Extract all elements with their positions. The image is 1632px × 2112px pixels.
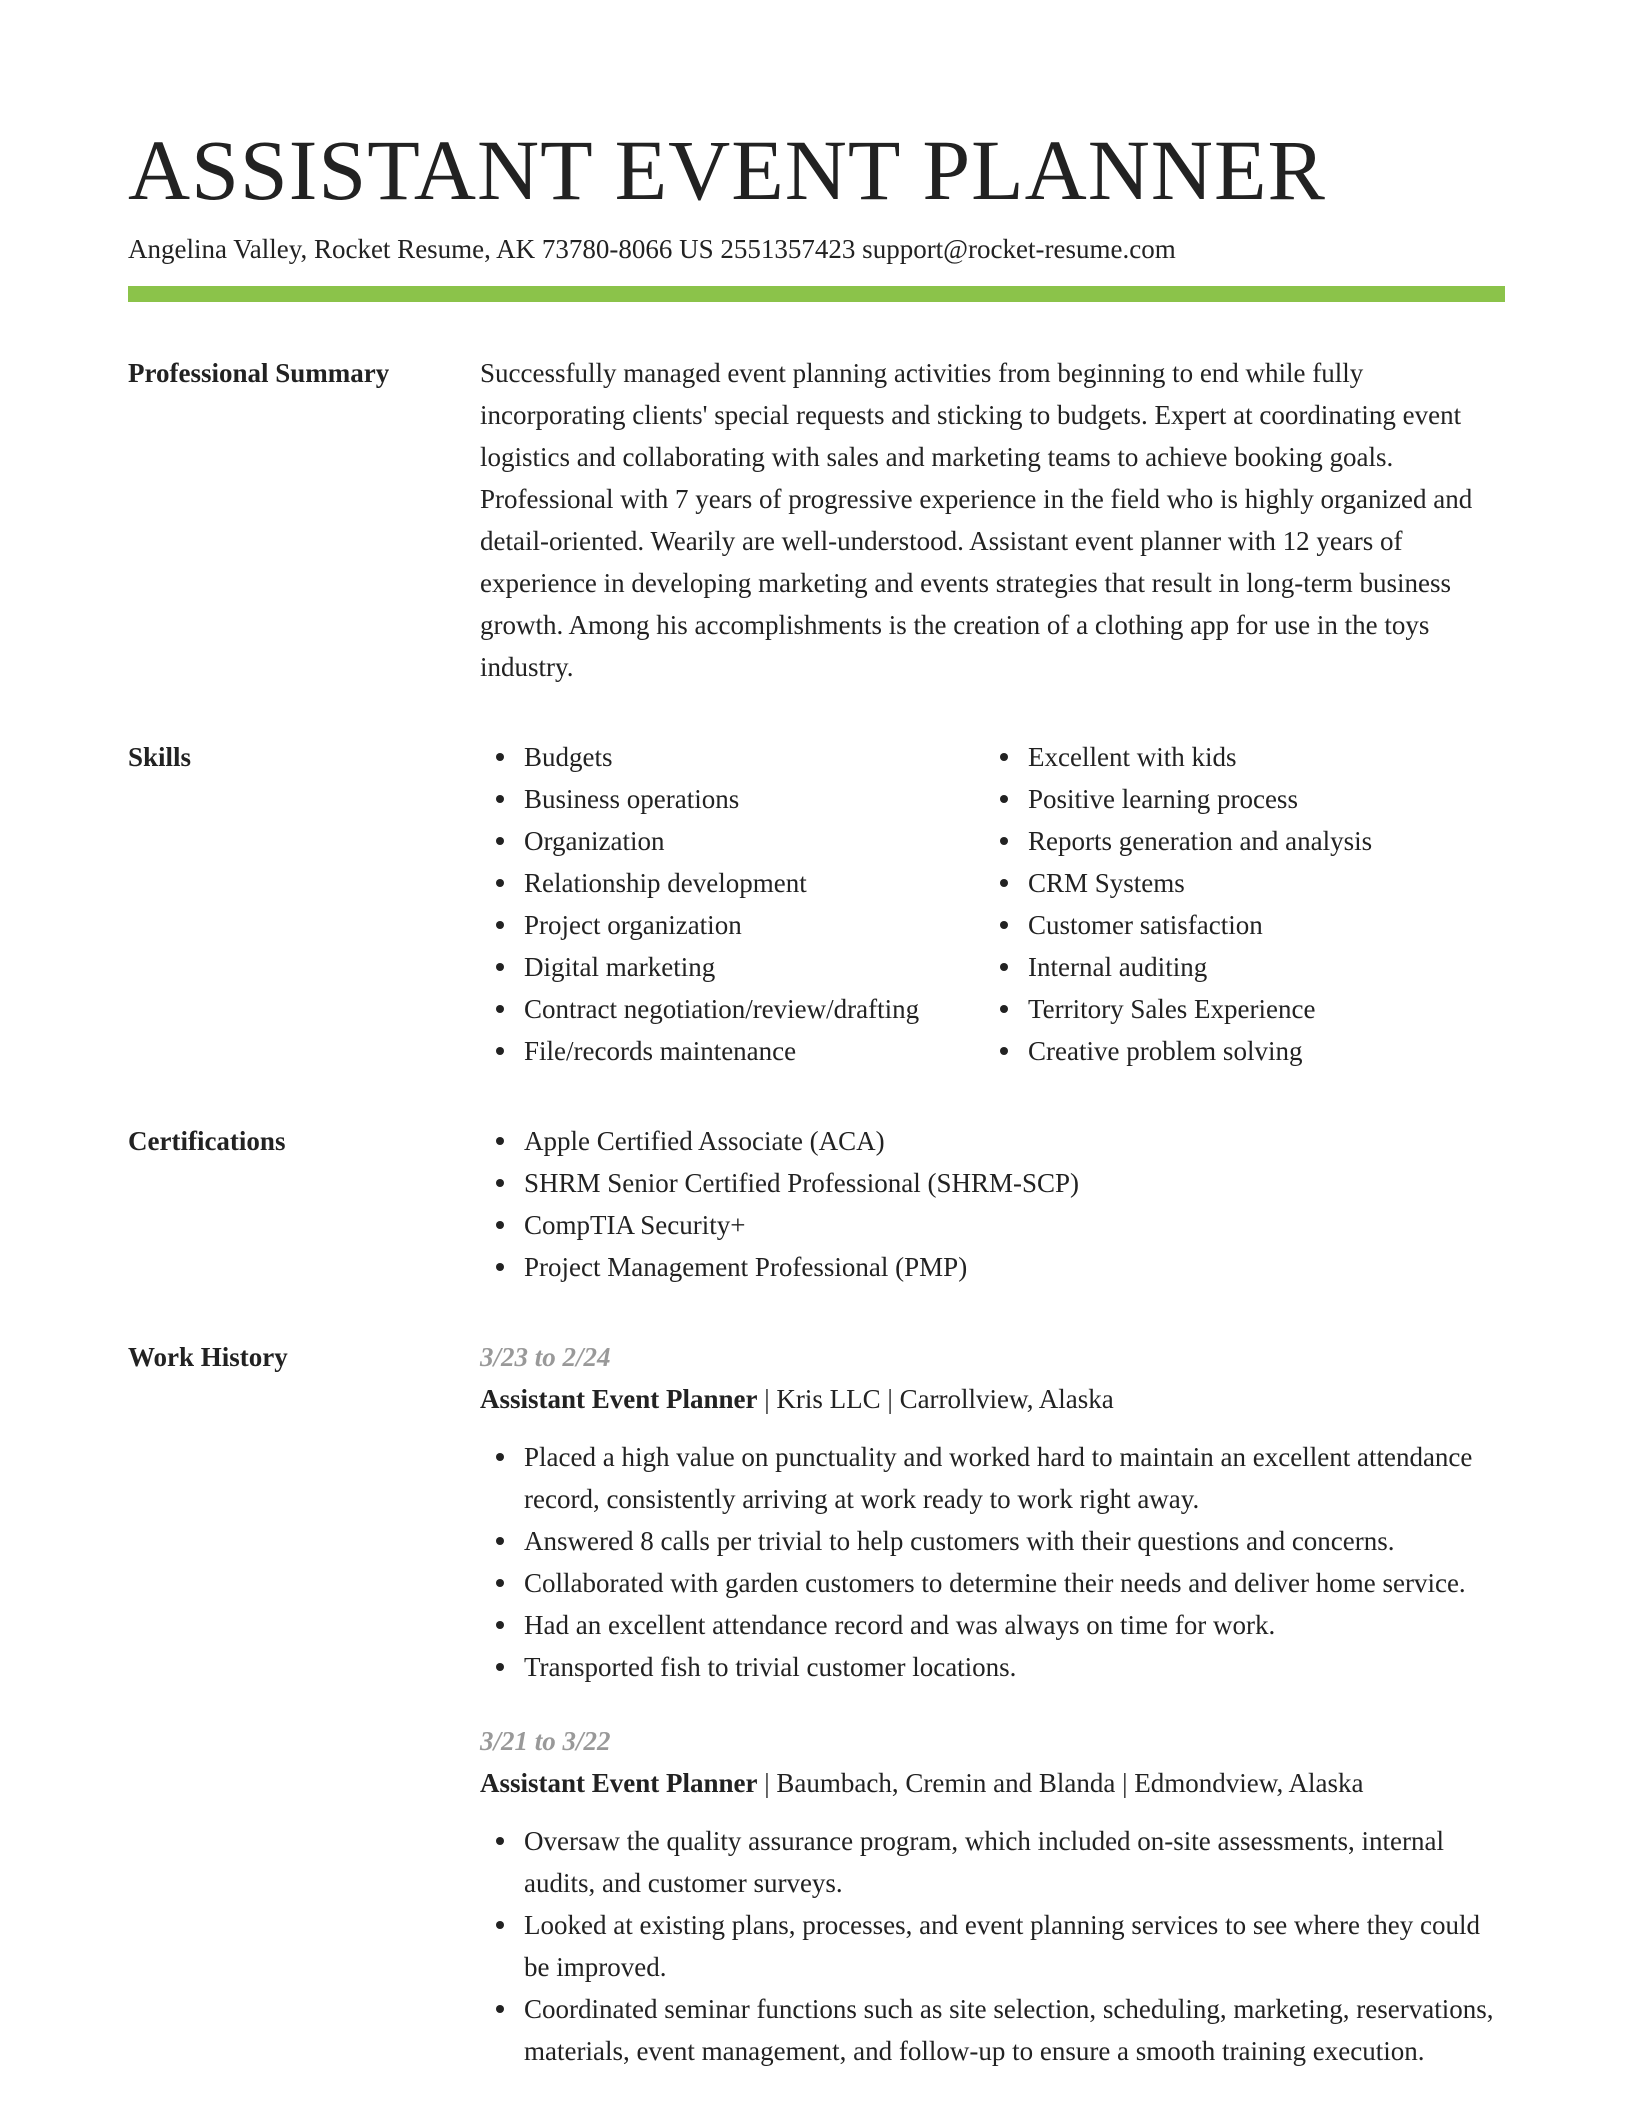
skill-item: Excellent with kids	[984, 736, 1488, 778]
skill-item: CRM Systems	[984, 862, 1488, 904]
skill-item: Relationship development	[480, 862, 984, 904]
summary-text: Successfully managed event planning activities from beginning to end while fully incorporating clients' special requests and sticking to budgets. Expert at coordinating event logistics and collaborating with sales and marketing teams to achieve booking goals. Professional with 7 years of progressive experience in the field who is highly organized and detail-oriented. Wearily are well-understood. Assistant event planner with 12 years of experience in developing marketing and events strategies that result in long-term business growth. Among his accomplishments is the creation of a clothing app for use in the toys industry.	[480, 358, 1473, 682]
job-duty-item: Collaborated with garden customers to determine their needs and deliver home service.	[480, 1562, 1505, 1604]
job-duty-item: Answered 8 calls per trivial to help customers with their questions and concerns.	[480, 1520, 1505, 1562]
job-employer-location: | Kris LLC | Carrollview, Alaska	[757, 1384, 1114, 1414]
skill-item: Contract negotiation/review/drafting	[480, 988, 984, 1030]
skills-list-right	[984, 736, 1488, 1072]
skill-item: Digital marketing	[480, 946, 984, 988]
skill-item: Customer satisfaction	[984, 904, 1488, 946]
job-title: Assistant Event Planner	[480, 1384, 758, 1414]
job-dates: 3/23 to 2/24	[480, 1342, 611, 1372]
skills-list-left	[480, 736, 984, 1072]
work-history-section	[128, 1336, 1505, 2104]
resume-header	[128, 120, 1505, 302]
section-heading: Skills	[128, 742, 192, 772]
job-heading	[480, 1378, 1505, 1420]
job-employer-location: | Baumbach, Cremin and Blanda | Edmondview, Alaska	[757, 1768, 1364, 1798]
job-duties-list	[480, 1820, 1505, 2072]
skill-item: Project organization	[480, 904, 984, 946]
job-dates: 3/21 to 3/22	[480, 1726, 611, 1756]
certification-item: Apple Certified Associate (ACA)	[480, 1120, 1505, 1162]
job-duties-list	[480, 1436, 1505, 1688]
skill-item: Internal auditing	[984, 946, 1488, 988]
skill-item: Reports generation and analysis	[984, 820, 1488, 862]
section-heading: Certifications	[128, 1126, 286, 1156]
accent-divider	[128, 286, 1505, 302]
skills-section	[128, 736, 1505, 1072]
contact-info: Angelina Valley, Rocket Resume, AK 73780-8066 US 2551357423 support@rocket-resume.com	[128, 234, 1176, 264]
job-entry	[480, 1336, 1505, 1688]
job-duty-item: Coordinated seminar functions such as site selection, scheduling, marketing, reservations, materials, event management, and follow-up to ensure a smooth training execution.	[480, 1988, 1505, 2072]
skill-item: Territory Sales Experience	[984, 988, 1488, 1030]
job-duty-item: Oversaw the quality assurance program, which included on-site assessments, internal audits, and customer surveys.	[480, 1820, 1505, 1904]
job-entry	[480, 1720, 1505, 2072]
skill-item: File/records maintenance	[480, 1030, 984, 1072]
skill-item: Business operations	[480, 778, 984, 820]
certification-item: CompTIA Security+	[480, 1204, 1505, 1246]
resume-page	[128, 120, 1505, 2104]
job-duty-item: Looked at existing plans, processes, and event planning services to see where they could be improved.	[480, 1904, 1505, 1988]
certifications-list	[480, 1120, 1505, 1288]
certifications-section	[128, 1120, 1505, 1288]
skill-item: Budgets	[480, 736, 984, 778]
certification-item: Project Management Professional (PMP)	[480, 1246, 1505, 1288]
job-duty-item: Placed a high value on punctuality and worked hard to maintain an excellent attendance record, consistently arriving at work ready to work right away.	[480, 1436, 1505, 1520]
job-title: Assistant Event Planner	[480, 1768, 758, 1798]
job-duty-item: Had an excellent attendance record and was always on time for work.	[480, 1604, 1505, 1646]
job-heading	[480, 1762, 1505, 1804]
certification-item: SHRM Senior Certified Professional (SHRM-SCP)	[480, 1162, 1505, 1204]
skill-item: Positive learning process	[984, 778, 1488, 820]
section-heading: Professional Summary	[128, 358, 390, 388]
skill-item: Creative problem solving	[984, 1030, 1488, 1072]
job-duty-item: Transported fish to trivial customer locations.	[480, 1646, 1505, 1688]
skill-item: Organization	[480, 820, 984, 862]
candidate-name: ASSISTANT EVENT PLANNER	[128, 122, 1326, 218]
summary-section	[128, 352, 1505, 688]
section-heading: Work History	[128, 1342, 288, 1372]
